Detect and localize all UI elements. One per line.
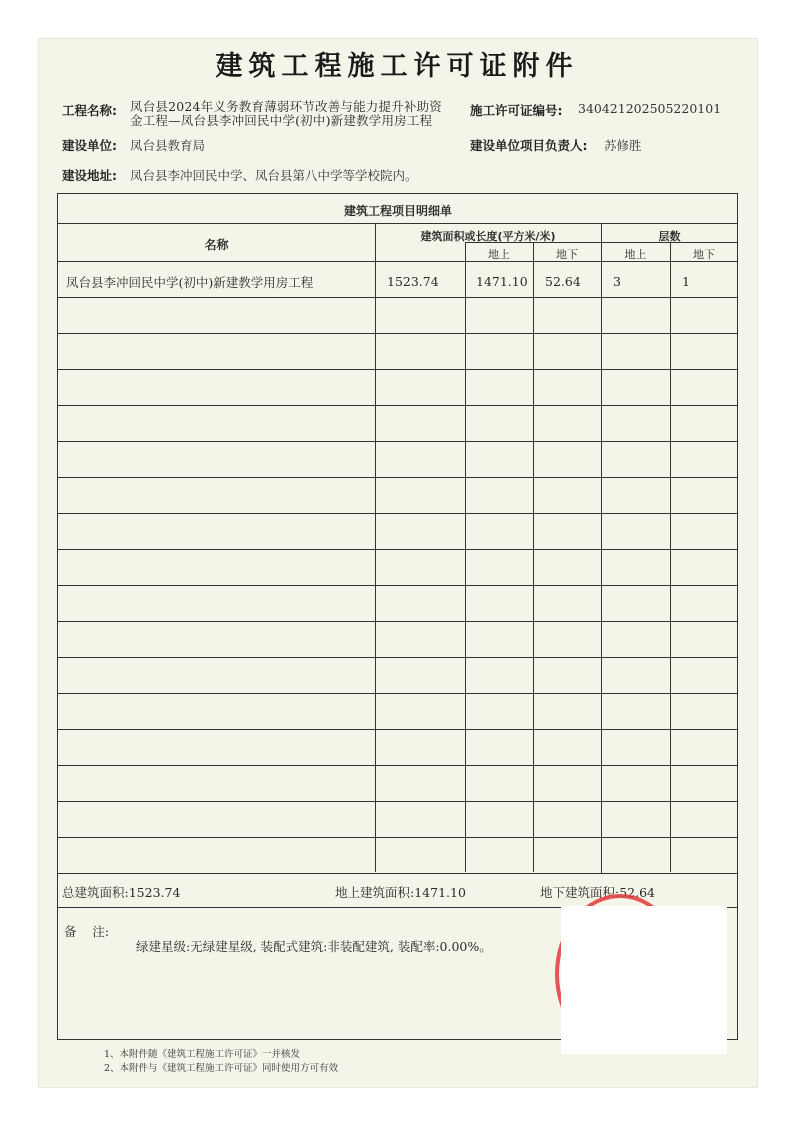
table-caption: 建筑工程项目明细单	[343, 204, 452, 218]
project-leader-value: 苏修胜	[604, 138, 642, 153]
row-floors-above: 3	[613, 274, 621, 289]
row-area-below: 52.64	[545, 274, 581, 289]
project-leader-label: 建设单位项目负责人:	[470, 138, 588, 153]
address-label: 建设地址:	[62, 168, 117, 183]
row-name: 凤台县李冲回民中学(初中)新建教学用房工程	[66, 275, 314, 290]
column-area-header: 建筑面积或长度(平方米/米)	[420, 230, 556, 243]
below-ground-area: 地下建筑面积:52.64	[540, 885, 655, 900]
footnote-2: 2、本附件与《建筑工程施工许可证》同时使用方可有效	[104, 1063, 339, 1074]
remarks-label: 备 注:	[64, 924, 110, 939]
floors-above-header: 地上	[624, 248, 647, 261]
permit-number-value: 340421202505220101	[578, 101, 722, 116]
footnote-1: 1、本附件随《建筑工程施工许可证》一并核发	[104, 1049, 301, 1060]
row-area: 1523.74	[387, 274, 439, 289]
redaction-block	[561, 906, 727, 1054]
area-above-header: 地上	[488, 248, 510, 261]
page-title: 建筑工程施工许可证附件	[215, 51, 579, 82]
row-area-above: 1471.10	[476, 274, 528, 289]
project-name-label: 工程名称:	[62, 103, 117, 118]
remarks-text: 绿建星级:无绿建星级, 装配式建筑:非装配建筑, 装配率:0.00%。	[136, 939, 492, 954]
floors-below-header: 地下	[693, 248, 715, 261]
area-below-header: 地下	[556, 248, 578, 261]
address-value: 凤台县李冲回民中学、凤台县第八中学等学校院内。	[130, 168, 418, 183]
total-area: 总建筑面积:1523.74	[62, 885, 181, 900]
construction-unit-value: 凤台县教育局	[130, 138, 206, 153]
construction-unit-label: 建设单位:	[62, 138, 117, 153]
column-name-header: 名称	[204, 238, 229, 252]
column-floors-header: 层数	[658, 230, 681, 243]
above-ground-area: 地上建筑面积:1471.10	[335, 885, 466, 900]
permit-number-label: 施工许可证编号:	[470, 103, 563, 118]
project-name-value: 凤台县2024年义务教育薄弱环节改善与能力提升补助资金工程—凤台县李冲回民中学(初中)新建教学用房工程	[130, 99, 443, 128]
row-floors-below: 1	[682, 274, 690, 289]
